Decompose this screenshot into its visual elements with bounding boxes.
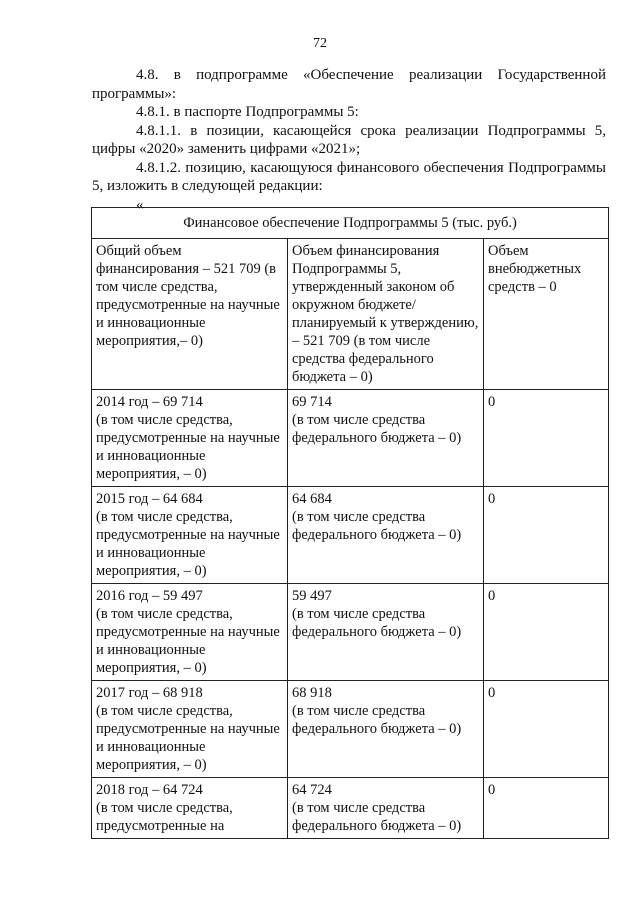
- extra-cell: 0: [484, 584, 609, 681]
- table-summary-row: [92, 239, 609, 390]
- amount-note: (в том числе средства федерального бюджета – 0): [292, 412, 462, 446]
- year-total: 2018 год – 64 724: [96, 782, 203, 798]
- table-header: Финансовое обеспечение Подпрограммы 5 (тыс. руб.): [92, 208, 609, 239]
- extra-cell: 0: [484, 778, 609, 839]
- year-cell: [92, 681, 288, 778]
- table-row: [92, 778, 609, 839]
- amount-value: 59 497: [292, 588, 332, 604]
- amount-value: 69 714: [292, 394, 332, 410]
- paragraph-4-8-1-2: 4.8.1.2. позицию, касающуюся финансового обеспечения Подпрограммы 5, изложить в следующей редакции:: [92, 159, 606, 194]
- document-body: [92, 66, 606, 214]
- table-row: [92, 487, 609, 584]
- year-note: (в том числе средства, предусмотренные на научные и инновационные мероприятия, – 0): [96, 703, 280, 773]
- amount-cell: [288, 584, 484, 681]
- amount-note: (в том числе средства федерального бюджета – 0): [292, 800, 462, 834]
- year-cell: [92, 487, 288, 584]
- year-note: (в том числе средства, предусмотренные на научные и инновационные мероприятия, – 0): [96, 606, 280, 676]
- paragraph-4-8: 4.8. в подпрограмме «Обеспечение реализации Государственной программы»:: [92, 67, 606, 102]
- amount-value: 64 684: [292, 491, 332, 507]
- amount-note: (в том числе средства федерального бюджета – 0): [292, 606, 462, 640]
- financing-table: [91, 207, 609, 839]
- year-note: (в том числе средства, предусмотренные на научные и инновационные мероприятия, – 0): [96, 509, 280, 579]
- amount-value: 64 724: [292, 782, 332, 798]
- table-row: [92, 390, 609, 487]
- year-cell: [92, 390, 288, 487]
- amount-value: 68 918: [292, 685, 332, 701]
- amount-note: (в том числе средства федерального бюджета – 0): [292, 703, 462, 737]
- amount-cell: [288, 390, 484, 487]
- year-total: 2016 год – 59 497: [96, 588, 203, 604]
- extra-budget-cell: Объем внебюджетных средств – 0: [484, 239, 609, 390]
- year-cell: [92, 584, 288, 681]
- table-row: [92, 584, 609, 681]
- paragraph-4-8-1: 4.8.1. в паспорте Подпрограммы 5:: [136, 104, 359, 120]
- year-note: (в том числе средства, предусмотренные на научные и инновационные мероприятия, – 0): [96, 412, 280, 482]
- district-budget-cell: Объем финансирования Подпрограммы 5, утвержденный законом об окружном бюджете/ планируемый к утверждению, – 521 709 (в том числе средства федерального бюджета – 0): [288, 239, 484, 390]
- year-total: 2015 год – 64 684: [96, 491, 203, 507]
- table-header-row: [92, 208, 609, 239]
- amount-note: (в том числе средства федерального бюджета – 0): [292, 509, 462, 543]
- amount-cell: [288, 681, 484, 778]
- extra-cell: 0: [484, 681, 609, 778]
- year-total: 2014 год – 69 714: [96, 394, 203, 410]
- page-number: 72: [313, 36, 327, 51]
- opening-quote: «: [136, 196, 144, 213]
- paragraph-4-8-1-1: 4.8.1.1. в позиции, касающейся срока реализации Подпрограммы 5, цифры «2020» заменить цифрами «2021»;: [92, 122, 606, 157]
- amount-cell: [288, 487, 484, 584]
- year-total: 2017 год – 68 918: [96, 685, 203, 701]
- year-note: (в том числе средства, предусмотренные на: [96, 800, 233, 834]
- total-financing-cell: Общий объем финансирования – 521 709 (в том числе средства, предусмотренные на научные и инновационные мероприятия,– 0): [92, 239, 288, 390]
- extra-cell: 0: [484, 487, 609, 584]
- extra-cell: 0: [484, 390, 609, 487]
- amount-cell: [288, 778, 484, 839]
- table-row: [92, 681, 609, 778]
- year-cell: [92, 778, 288, 839]
